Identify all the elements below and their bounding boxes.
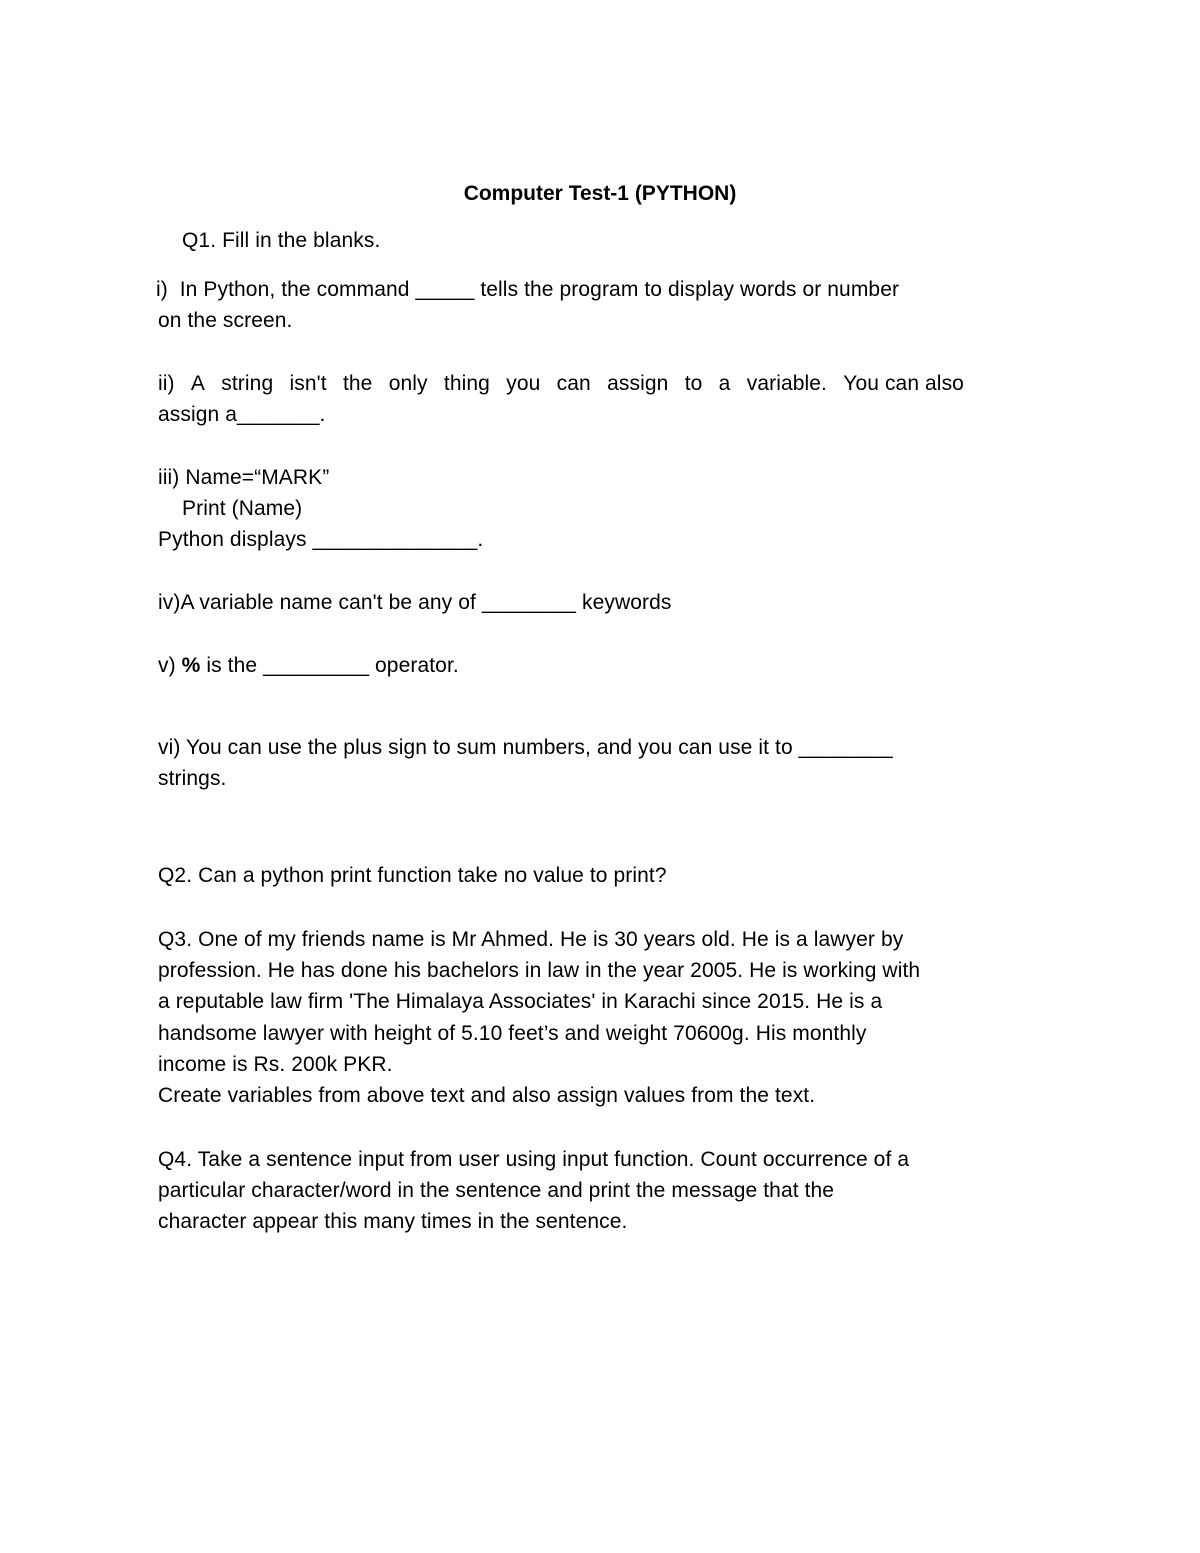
q1-vi-line-2: strings. (158, 767, 227, 790)
word: thing (443, 372, 490, 395)
word: You can also (843, 372, 964, 395)
word: A (190, 372, 205, 395)
word: variable. (746, 372, 827, 395)
word: a (718, 372, 731, 395)
q3-line: a reputable law firm 'The Himalaya Associates' in Karachi since 2015. He is a (158, 990, 883, 1013)
word: the (342, 372, 373, 395)
q3-line: Q3. One of my friends name is Mr Ahmed. He is 30 years old. He is a lawyer by (158, 928, 904, 951)
word: you (506, 372, 541, 395)
q3-line: profession. He has done his bachelors in law in the year 2005. He is working with (158, 959, 921, 982)
modulo-symbol: % (181, 654, 201, 677)
q1-v (158, 650, 459, 681)
q1-v-rest: is the _________ operator. (200, 654, 459, 677)
q2-text: Q2. Can a python print function take no value to print? (158, 864, 667, 887)
word: to (684, 372, 703, 395)
q1-i-line-1: i) In Python, the command _____ tells the program to display words or number (156, 278, 900, 301)
q1-ii-line-2: assign a_______. (158, 403, 326, 426)
word: isn't (289, 372, 327, 395)
word: assign (607, 372, 669, 395)
q4-line: character appear this many times in the sentence. (158, 1210, 628, 1233)
q1-iii-line-1: iii) Name=“MARK” (158, 466, 330, 489)
q1-i-line-2: on the screen. (158, 309, 293, 332)
word: can (556, 372, 591, 395)
q1-vi-line-1: vi) You can use the plus sign to sum numbers, and you can use it to ________ (158, 736, 893, 759)
q1-iii-line-2: Print (Name) (182, 497, 303, 520)
q1-iv: iv)A variable name can't be any of ________ keywords (158, 591, 672, 614)
q3-line: handsome lawyer with height of 5.10 feet’s and weight 70600g. His monthly (158, 1022, 867, 1045)
q4-line: Q4. Take a sentence input from user using input function. Count occurrence of a (158, 1148, 910, 1171)
word: ii) (158, 372, 175, 395)
q1-heading: Q1. Fill in the blanks. (182, 229, 381, 252)
word: only (388, 372, 428, 395)
q4-line: particular character/word in the sentence and print the message that the (158, 1179, 835, 1202)
page-title: Computer Test-1 (PYTHON) (463, 182, 737, 205)
q3-instruction: Create variables from above text and also assign values from the text. (158, 1084, 816, 1107)
q1-v-prefix: v) (158, 654, 182, 677)
q1-ii-line-1 (158, 368, 964, 399)
q1-iii-line-3: Python displays ______________. (158, 528, 484, 551)
q3-line: income is Rs. 200k PKR. (158, 1053, 393, 1076)
word: string (221, 372, 274, 395)
